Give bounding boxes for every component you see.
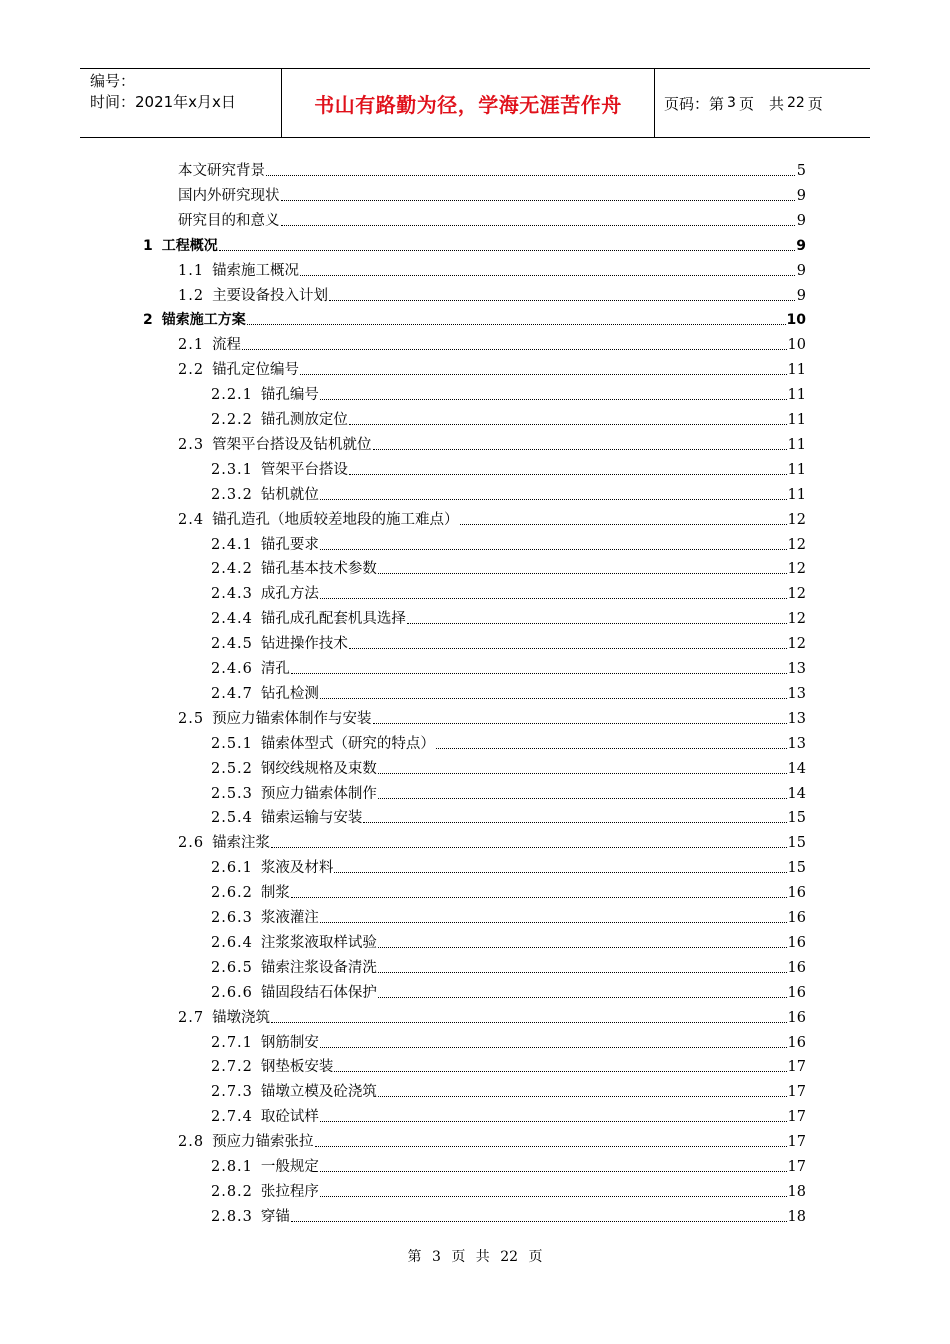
toc-entry[interactable]: [178, 332, 806, 354]
toc-entry[interactable]: [211, 532, 806, 554]
toc-entry-page: 16: [787, 934, 806, 951]
footer-total: 22: [500, 1249, 519, 1265]
toc-dot-leader: [349, 423, 787, 425]
toc-dot-leader: [407, 622, 787, 624]
toc-entry-number: 2.5.3: [211, 785, 253, 802]
toc-entry-number: 2.2: [178, 362, 205, 379]
toc-entry[interactable]: [178, 208, 806, 230]
toc-dot-leader: [320, 398, 787, 400]
toc-entry-title: 锚索施工方案: [161, 312, 246, 329]
toc-entry-title: 穿锚: [260, 1208, 290, 1225]
toc-entry-page: 17: [787, 1109, 806, 1126]
toc-entry[interactable]: [211, 581, 806, 603]
toc-entry-page: 12: [787, 561, 806, 578]
toc-entry-number: 2.5: [178, 710, 205, 727]
toc-entry-title: 锚索运输与安装: [260, 810, 363, 827]
toc-entry-page: 12: [787, 636, 806, 653]
toc-entry[interactable]: [211, 631, 806, 653]
toc-dot-leader: [378, 996, 787, 998]
toc-entry-page: 11: [787, 387, 806, 404]
toc-dot-leader: [281, 199, 796, 201]
toc-dot-leader: [349, 647, 787, 649]
toc-entry-title: 锚固段结石体保护: [260, 984, 377, 1001]
toc-entry-page: 14: [787, 785, 806, 802]
toc-entry[interactable]: [211, 1154, 806, 1176]
toc-entry-title: 钢垫板安装: [260, 1059, 334, 1076]
toc-entry[interactable]: [211, 1104, 806, 1126]
toc-entry-number: 2.4.2: [211, 561, 253, 578]
toc-entry[interactable]: [178, 1129, 806, 1151]
toc-entry[interactable]: [178, 183, 806, 205]
toc-dot-leader: [291, 1220, 787, 1222]
toc-entry[interactable]: [211, 905, 806, 927]
toc-dot-leader: [349, 473, 787, 475]
toc-entry-number: 2.1: [178, 337, 205, 354]
toc-entry[interactable]: [211, 955, 806, 977]
toc-entry-number: 2.6.6: [211, 984, 253, 1001]
toc-entry[interactable]: [211, 1054, 806, 1076]
toc-dot-leader: [320, 498, 787, 500]
toc-entry-page: 10: [787, 337, 806, 354]
toc-dot-leader: [378, 772, 787, 774]
toc-entry-page: 14: [787, 760, 806, 777]
toc-entry-page: 11: [787, 412, 806, 428]
toc-entry[interactable]: [143, 307, 806, 329]
toc-entry[interactable]: [211, 855, 806, 877]
toc-entry-title: 锚索体型式（研究的特点）: [260, 735, 435, 752]
toc-entry[interactable]: [211, 880, 806, 902]
toc-entry-number: 2.2.1: [211, 387, 253, 404]
toc-entry-page: 16: [787, 885, 806, 902]
toc-dot-leader: [242, 348, 786, 350]
toc-entry-page: 9: [796, 212, 806, 229]
toc-dot-leader: [320, 1046, 787, 1048]
toc-entry-number: 1: [143, 237, 154, 254]
toc-dot-leader: [329, 299, 795, 301]
toc-entry[interactable]: [178, 432, 806, 454]
toc-entry-number: 2.7.2: [211, 1059, 253, 1076]
toc-entry[interactable]: [178, 507, 806, 529]
toc-dot-leader: [271, 846, 786, 848]
page-mid: 页 共: [738, 94, 784, 113]
toc-entry-title: 管架平台搭设及钻机就位: [212, 436, 372, 453]
toc-entry[interactable]: [211, 756, 806, 778]
toc-entry-title: 浆液及材料: [260, 860, 334, 877]
page-total: 22: [786, 95, 805, 111]
footer-current: 3: [431, 1249, 441, 1265]
toc-entry-page: 9: [796, 262, 806, 279]
toc-entry-number: 2.8.1: [211, 1159, 253, 1175]
toc-entry[interactable]: [211, 681, 806, 703]
toc-entry-title: 制浆: [260, 885, 290, 902]
toc-entry-page: 11: [787, 362, 806, 379]
toc-entry-title: 研究目的和意义: [178, 212, 280, 229]
toc-entry[interactable]: [211, 556, 806, 578]
toc-entry-number: 2.3.2: [211, 486, 253, 503]
toc-entry[interactable]: [211, 980, 806, 1002]
toc-entry-title: 浆液灌注: [260, 910, 319, 926]
toc-entry-title: 锚孔造孔（地质较差地段的施工难点）: [212, 511, 459, 528]
toc-entry-title: 成孔方法: [260, 586, 319, 603]
toc-entry[interactable]: [211, 930, 806, 952]
toc-entry-title: 张拉程序: [260, 1183, 319, 1200]
toc-dot-leader: [320, 1195, 787, 1197]
toc-entry-number: 2.6.4: [211, 934, 253, 951]
toc-entry-number: 2.7.3: [211, 1084, 253, 1101]
toc-entry[interactable]: [178, 158, 806, 180]
toc-entry-number: 2.4.7: [211, 685, 253, 702]
toc-dot-leader: [315, 1145, 787, 1147]
toc-entry-title: 取砼试样: [260, 1109, 319, 1126]
toc-entry-number: 2.8.3: [211, 1208, 253, 1225]
toc-entry[interactable]: [178, 1005, 806, 1027]
toc-entry-title: 预应力锚索张拉: [212, 1134, 314, 1151]
toc-entry-number: 2.4.6: [211, 661, 253, 677]
toc-entry-page: 16: [787, 959, 806, 976]
toc-entry-number: 1.1: [178, 262, 205, 279]
header-divider: [654, 69, 655, 137]
toc-entry-page: 12: [787, 536, 806, 553]
toc-entry-title: 工程概况: [161, 237, 218, 254]
toc-entry-title: 锚孔编号: [260, 387, 319, 404]
toc-entry-page: 9: [796, 187, 806, 204]
toc-entry[interactable]: [211, 1204, 806, 1226]
toc-entry[interactable]: [178, 258, 806, 280]
toc-entry-page: 11: [787, 461, 806, 478]
toc-entry-number: 2.6.5: [211, 959, 253, 976]
toc-entry-title: 管架平台搭设: [260, 461, 348, 478]
toc-entry-page: 15: [787, 860, 806, 877]
toc-entry-page: 9: [796, 287, 806, 304]
toc-entry-number: 2.4.5: [211, 636, 253, 653]
toc-dot-leader: [320, 597, 787, 599]
time-label: 时间：2021年x月x日: [90, 93, 236, 111]
toc-entry-title: 一般规定: [260, 1159, 319, 1175]
toc-dot-leader: [320, 1120, 787, 1122]
toc-entry[interactable]: [211, 656, 806, 678]
toc-entry-title: 锚孔成孔配套机具选择: [260, 611, 406, 628]
toc-dot-leader: [320, 697, 787, 699]
toc-entry-title: 钢筋制安: [260, 1034, 319, 1051]
toc-entry-page: 9: [796, 237, 806, 254]
toc-entry-number: 1.2: [178, 287, 205, 304]
toc-entry-title: 锚孔基本技术参数: [260, 561, 377, 578]
toc-entry-title: 锚索注浆: [212, 835, 271, 852]
toc-entry[interactable]: [143, 233, 806, 255]
toc-dot-leader: [460, 523, 787, 525]
toc-entry[interactable]: [178, 283, 806, 305]
toc-entry-number: 2.6: [178, 835, 205, 852]
toc-entry-page: 17: [787, 1134, 806, 1151]
footer-mid1: 页: [451, 1249, 466, 1265]
toc-entry-title: 锚索注浆设备清洗: [260, 959, 377, 976]
serial-label: 编号：: [90, 72, 136, 90]
toc-dot-leader: [291, 672, 787, 674]
footer-suffix: 页: [528, 1249, 543, 1265]
toc-entry-number: 2.4.3: [211, 586, 253, 603]
toc-entry-title: 锚墩浇筑: [212, 1009, 271, 1026]
toc-entry[interactable]: [211, 731, 806, 753]
toc-dot-leader: [320, 1170, 787, 1172]
toc-entry[interactable]: [211, 457, 806, 479]
page-header: [80, 68, 870, 138]
toc-dot-leader: [320, 548, 787, 550]
toc-entry-page: 13: [787, 685, 806, 702]
toc-entry-number: 2.5.1: [211, 735, 253, 752]
toc-entry-page: 11: [787, 486, 806, 503]
toc-entry-page: 13: [787, 710, 806, 727]
toc-dot-leader: [271, 1021, 786, 1023]
toc-entry-page: 11: [787, 436, 806, 453]
toc-entry-title: 主要设备投入计划: [212, 287, 329, 304]
toc-entry-number: 2.4: [178, 511, 205, 528]
toc-entry-title: 清孔: [260, 661, 290, 677]
toc-dot-leader: [300, 274, 795, 276]
toc-dot-leader: [281, 224, 796, 226]
footer-mid2: 共: [475, 1249, 490, 1265]
toc-entry-title: 钢绞线规格及束数: [260, 760, 377, 777]
toc-dot-leader: [334, 1070, 786, 1072]
toc-entry-title: 锚索施工概况: [212, 262, 300, 279]
toc-entry-title: 注浆浆液取样试验: [260, 934, 377, 951]
header-motto: 书山有路勤为径，学海无涯苦作舟: [314, 92, 622, 117]
toc-entry-page: 18: [787, 1183, 806, 1200]
toc-dot-leader: [363, 821, 786, 823]
toc-entry-title: 锚墩立模及砼浇筑: [260, 1084, 377, 1101]
toc-dot-leader: [378, 797, 787, 799]
toc-entry-page: 15: [787, 810, 806, 827]
toc-entry-number: 2.3.1: [211, 461, 253, 478]
toc-dot-leader: [219, 249, 795, 251]
footer-prefix: 第: [407, 1249, 422, 1265]
toc-dot-leader: [378, 971, 787, 973]
toc-entry-page: 15: [787, 835, 806, 852]
toc-entry-page: 13: [787, 661, 806, 677]
page-prefix: 页码：第: [664, 94, 725, 113]
toc-entry-number: 2.5.2: [211, 760, 253, 777]
toc-entry-title: 钻孔检测: [260, 685, 319, 702]
toc-entry[interactable]: [178, 830, 806, 852]
toc-entry[interactable]: [211, 1079, 806, 1101]
toc-entry[interactable]: [211, 1030, 806, 1052]
toc-entry-title: 锚孔测放定位: [260, 412, 348, 428]
toc-entry-number: 2.6.3: [211, 910, 253, 926]
toc-entry-number: 2.6.1: [211, 860, 253, 877]
toc-dot-leader: [320, 921, 787, 923]
toc-dot-leader: [373, 448, 787, 450]
toc-entry-number: 2: [143, 312, 154, 329]
toc-entry[interactable]: [178, 706, 806, 728]
toc-entry[interactable]: [211, 382, 806, 404]
toc-entry-number: 2.7.1: [211, 1034, 253, 1051]
toc-entry-number: 2.7: [178, 1009, 205, 1026]
toc-entry[interactable]: [211, 606, 806, 628]
toc-entry-title: 本文研究背景: [178, 163, 265, 179]
toc-dot-leader: [247, 323, 786, 325]
toc-entry-page: 16: [787, 984, 806, 1001]
toc-entry[interactable]: [211, 407, 806, 429]
toc-entry-title: 预应力锚索体制作与安装: [212, 710, 372, 727]
toc-entry-page: 16: [787, 1009, 806, 1026]
header-meta: [90, 71, 280, 113]
toc-entry[interactable]: [211, 781, 806, 803]
toc-entry-number: 2.4.4: [211, 611, 253, 628]
toc-entry-page: 18: [787, 1208, 806, 1225]
toc-dot-leader: [291, 896, 787, 898]
toc-entry-title: 钻进操作技术: [260, 636, 348, 653]
toc-entry-page: 16: [787, 1034, 806, 1051]
toc-entry-title: 锚孔要求: [260, 536, 319, 553]
toc-entry-number: 2.6.2: [211, 885, 253, 902]
toc-entry-page: 12: [787, 611, 806, 628]
toc-entry-number: 2.2.2: [211, 412, 253, 428]
toc-dot-leader: [334, 871, 786, 873]
toc-entry-title: 流程: [212, 337, 242, 354]
toc-entry-number: 2.8.2: [211, 1183, 253, 1200]
toc-entry[interactable]: [178, 357, 806, 379]
toc-entry[interactable]: [211, 1179, 806, 1201]
toc-entry-number: 2.8: [178, 1134, 205, 1151]
toc-entry-title: 锚孔定位编号: [212, 362, 300, 379]
toc-dot-leader: [373, 722, 787, 724]
toc-dot-leader: [266, 174, 795, 176]
toc-dot-leader: [300, 373, 786, 375]
toc-dot-leader: [378, 1095, 787, 1097]
toc-entry[interactable]: [211, 482, 806, 504]
toc-entry-number: 2.7.4: [211, 1109, 253, 1126]
toc-dot-leader: [378, 572, 787, 574]
toc-entry-page: 12: [787, 586, 806, 603]
toc-entry-page: 17: [787, 1059, 806, 1076]
page-current: 3: [727, 95, 736, 111]
toc-entry-title: 预应力锚索体制作: [260, 785, 377, 802]
toc-entry-number: 2.5.4: [211, 810, 253, 827]
header-page-info: [664, 69, 864, 137]
toc-entry-page: 13: [787, 735, 806, 752]
toc-entry-page: 17: [787, 1159, 806, 1175]
toc-entry-title: 国内外研究现状: [178, 187, 280, 204]
toc-entry-title: 钻机就位: [260, 486, 319, 503]
toc-entry-page: 5: [796, 163, 806, 179]
toc-entry-page: 16: [787, 910, 806, 926]
page-footer: [0, 1246, 950, 1266]
page-suffix: 页: [807, 94, 823, 113]
toc-dot-leader: [436, 747, 787, 749]
toc-entry[interactable]: [211, 805, 806, 827]
toc-entry-number: 2.4.1: [211, 536, 253, 553]
toc-entry-page: 17: [787, 1084, 806, 1101]
toc-entry-page: 12: [787, 511, 806, 528]
toc-entry-page: 10: [786, 312, 806, 329]
toc-entry-number: 2.3: [178, 436, 205, 453]
toc-dot-leader: [378, 946, 787, 948]
